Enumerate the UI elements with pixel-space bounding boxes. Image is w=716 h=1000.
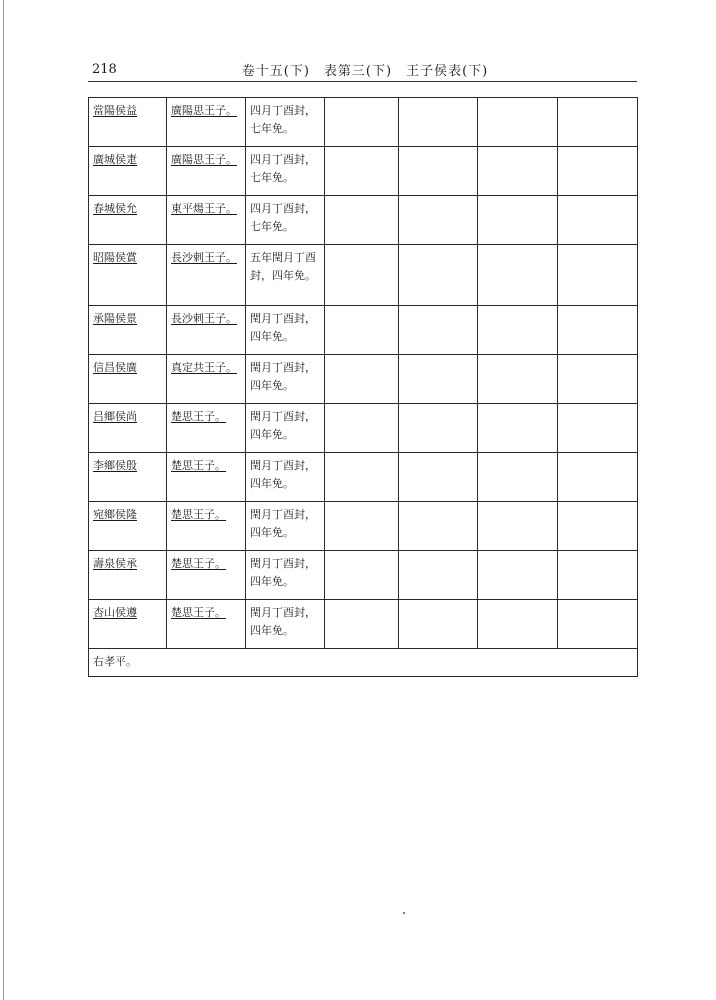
table-row (89, 453, 638, 502)
empty-cell (325, 404, 399, 453)
parent-cell: 長沙剌王子。 (167, 245, 246, 306)
empty-cell (478, 453, 558, 502)
empty-cell (558, 245, 638, 306)
enfeoffment-cell: 閏月丁酉封，四年免。 (246, 404, 325, 453)
empty-cell (325, 453, 399, 502)
footer-note-cell (89, 649, 638, 677)
enfeoffment-cell: 閏月丁酉封，四年免。 (246, 600, 325, 649)
empty-cell (399, 245, 478, 306)
enfeoffment-cell: 閏月丁酉封，四年免。 (246, 306, 325, 355)
table-row (89, 306, 638, 355)
empty-cell (478, 600, 558, 649)
empty-cell (558, 306, 638, 355)
empty-cell (558, 98, 638, 147)
marquis-cell: 昭陽侯賞 (89, 245, 167, 306)
empty-cell (478, 551, 558, 600)
empty-cell (399, 355, 478, 404)
empty-cell (399, 196, 478, 245)
enfeoffment-cell: 閏月丁酉封，四年免。 (246, 453, 325, 502)
empty-cell (325, 147, 399, 196)
table-row (89, 147, 638, 196)
header-rule (88, 81, 637, 82)
empty-cell (399, 502, 478, 551)
enfeoffment-cell: 閏月丁酉封，四年免。 (246, 502, 325, 551)
empty-cell (325, 551, 399, 600)
parent-cell: 廣陽思王子。 (167, 147, 246, 196)
enfeoffment-cell: 五年閏月丁酉封，四年免。 (246, 245, 325, 306)
page-number: 218 (92, 62, 117, 77)
empty-cell (399, 147, 478, 196)
stray-dot (403, 912, 405, 914)
empty-cell (478, 245, 558, 306)
empty-cell (325, 245, 399, 306)
table-row (89, 600, 638, 649)
empty-cell (478, 355, 558, 404)
empty-cell (478, 196, 558, 245)
empty-cell (325, 502, 399, 551)
parent-cell: 楚思王子。 (167, 502, 246, 551)
enfeoffment-cell: 四月丁酉封，七年免。 (246, 196, 325, 245)
empty-cell (399, 98, 478, 147)
empty-cell (558, 551, 638, 600)
enfeoffment-cell: 四月丁酉封，七年免。 (246, 147, 325, 196)
table-row (89, 502, 638, 551)
table-row (89, 196, 638, 245)
empty-cell (478, 98, 558, 147)
parent-cell: 楚思王子。 (167, 453, 246, 502)
table-row (89, 551, 638, 600)
marquis-cell: 宛鄉侯隆 (89, 502, 167, 551)
empty-cell (325, 196, 399, 245)
page-edge-rule (3, 0, 4, 1000)
table-row (89, 245, 638, 306)
enfeoffment-cell: 閏月丁酉封，四年免。 (246, 551, 325, 600)
marquis-cell: 當陽侯益 (89, 98, 167, 147)
empty-cell (558, 600, 638, 649)
parent-cell: 楚思王子。 (167, 600, 246, 649)
empty-cell (558, 355, 638, 404)
parent-cell: 廣陽思王子。 (167, 98, 246, 147)
empty-cell (399, 600, 478, 649)
empty-cell (478, 502, 558, 551)
parent-cell: 長沙剌王子。 (167, 306, 246, 355)
marquis-cell: 吕鄉侯尚 (89, 404, 167, 453)
table-row (89, 404, 638, 453)
footer-note: 右孝平。 (93, 655, 137, 668)
running-head: 卷十五(下) 表第三(下) 王子侯表(下) (241, 64, 489, 79)
marquis-cell: 承陽侯景 (89, 306, 167, 355)
empty-cell (478, 404, 558, 453)
enfeoffment-cell: 四月丁酉封，七年免。 (246, 98, 325, 147)
enfeoffment-cell: 閏月丁酉封，四年免。 (246, 355, 325, 404)
empty-cell (558, 147, 638, 196)
table-footer-row (89, 649, 638, 677)
empty-cell (325, 98, 399, 147)
marquis-cell: 春城侯允 (89, 196, 167, 245)
empty-cell (399, 404, 478, 453)
parent-cell: 楚思王子。 (167, 404, 246, 453)
empty-cell (478, 147, 558, 196)
marquis-cell: 杏山侯遵 (89, 600, 167, 649)
empty-cell (325, 600, 399, 649)
empty-cell (558, 404, 638, 453)
empty-cell (399, 453, 478, 502)
marquis-table (88, 97, 638, 677)
empty-cell (558, 453, 638, 502)
marquis-cell: 李鄉侯殷 (89, 453, 167, 502)
empty-cell (325, 355, 399, 404)
marquis-cell: 廣城侯疌 (89, 147, 167, 196)
marquis-cell: 信昌侯廣 (89, 355, 167, 404)
parent-cell: 東平煬王子。 (167, 196, 246, 245)
empty-cell (399, 306, 478, 355)
empty-cell (399, 551, 478, 600)
empty-cell (478, 306, 558, 355)
empty-cell (325, 306, 399, 355)
table-row (89, 355, 638, 404)
table-row (89, 98, 638, 147)
marquis-cell: 壽泉侯承 (89, 551, 167, 600)
parent-cell: 楚思王子。 (167, 551, 246, 600)
empty-cell (558, 502, 638, 551)
empty-cell (558, 196, 638, 245)
parent-cell: 真定共王子。 (167, 355, 246, 404)
